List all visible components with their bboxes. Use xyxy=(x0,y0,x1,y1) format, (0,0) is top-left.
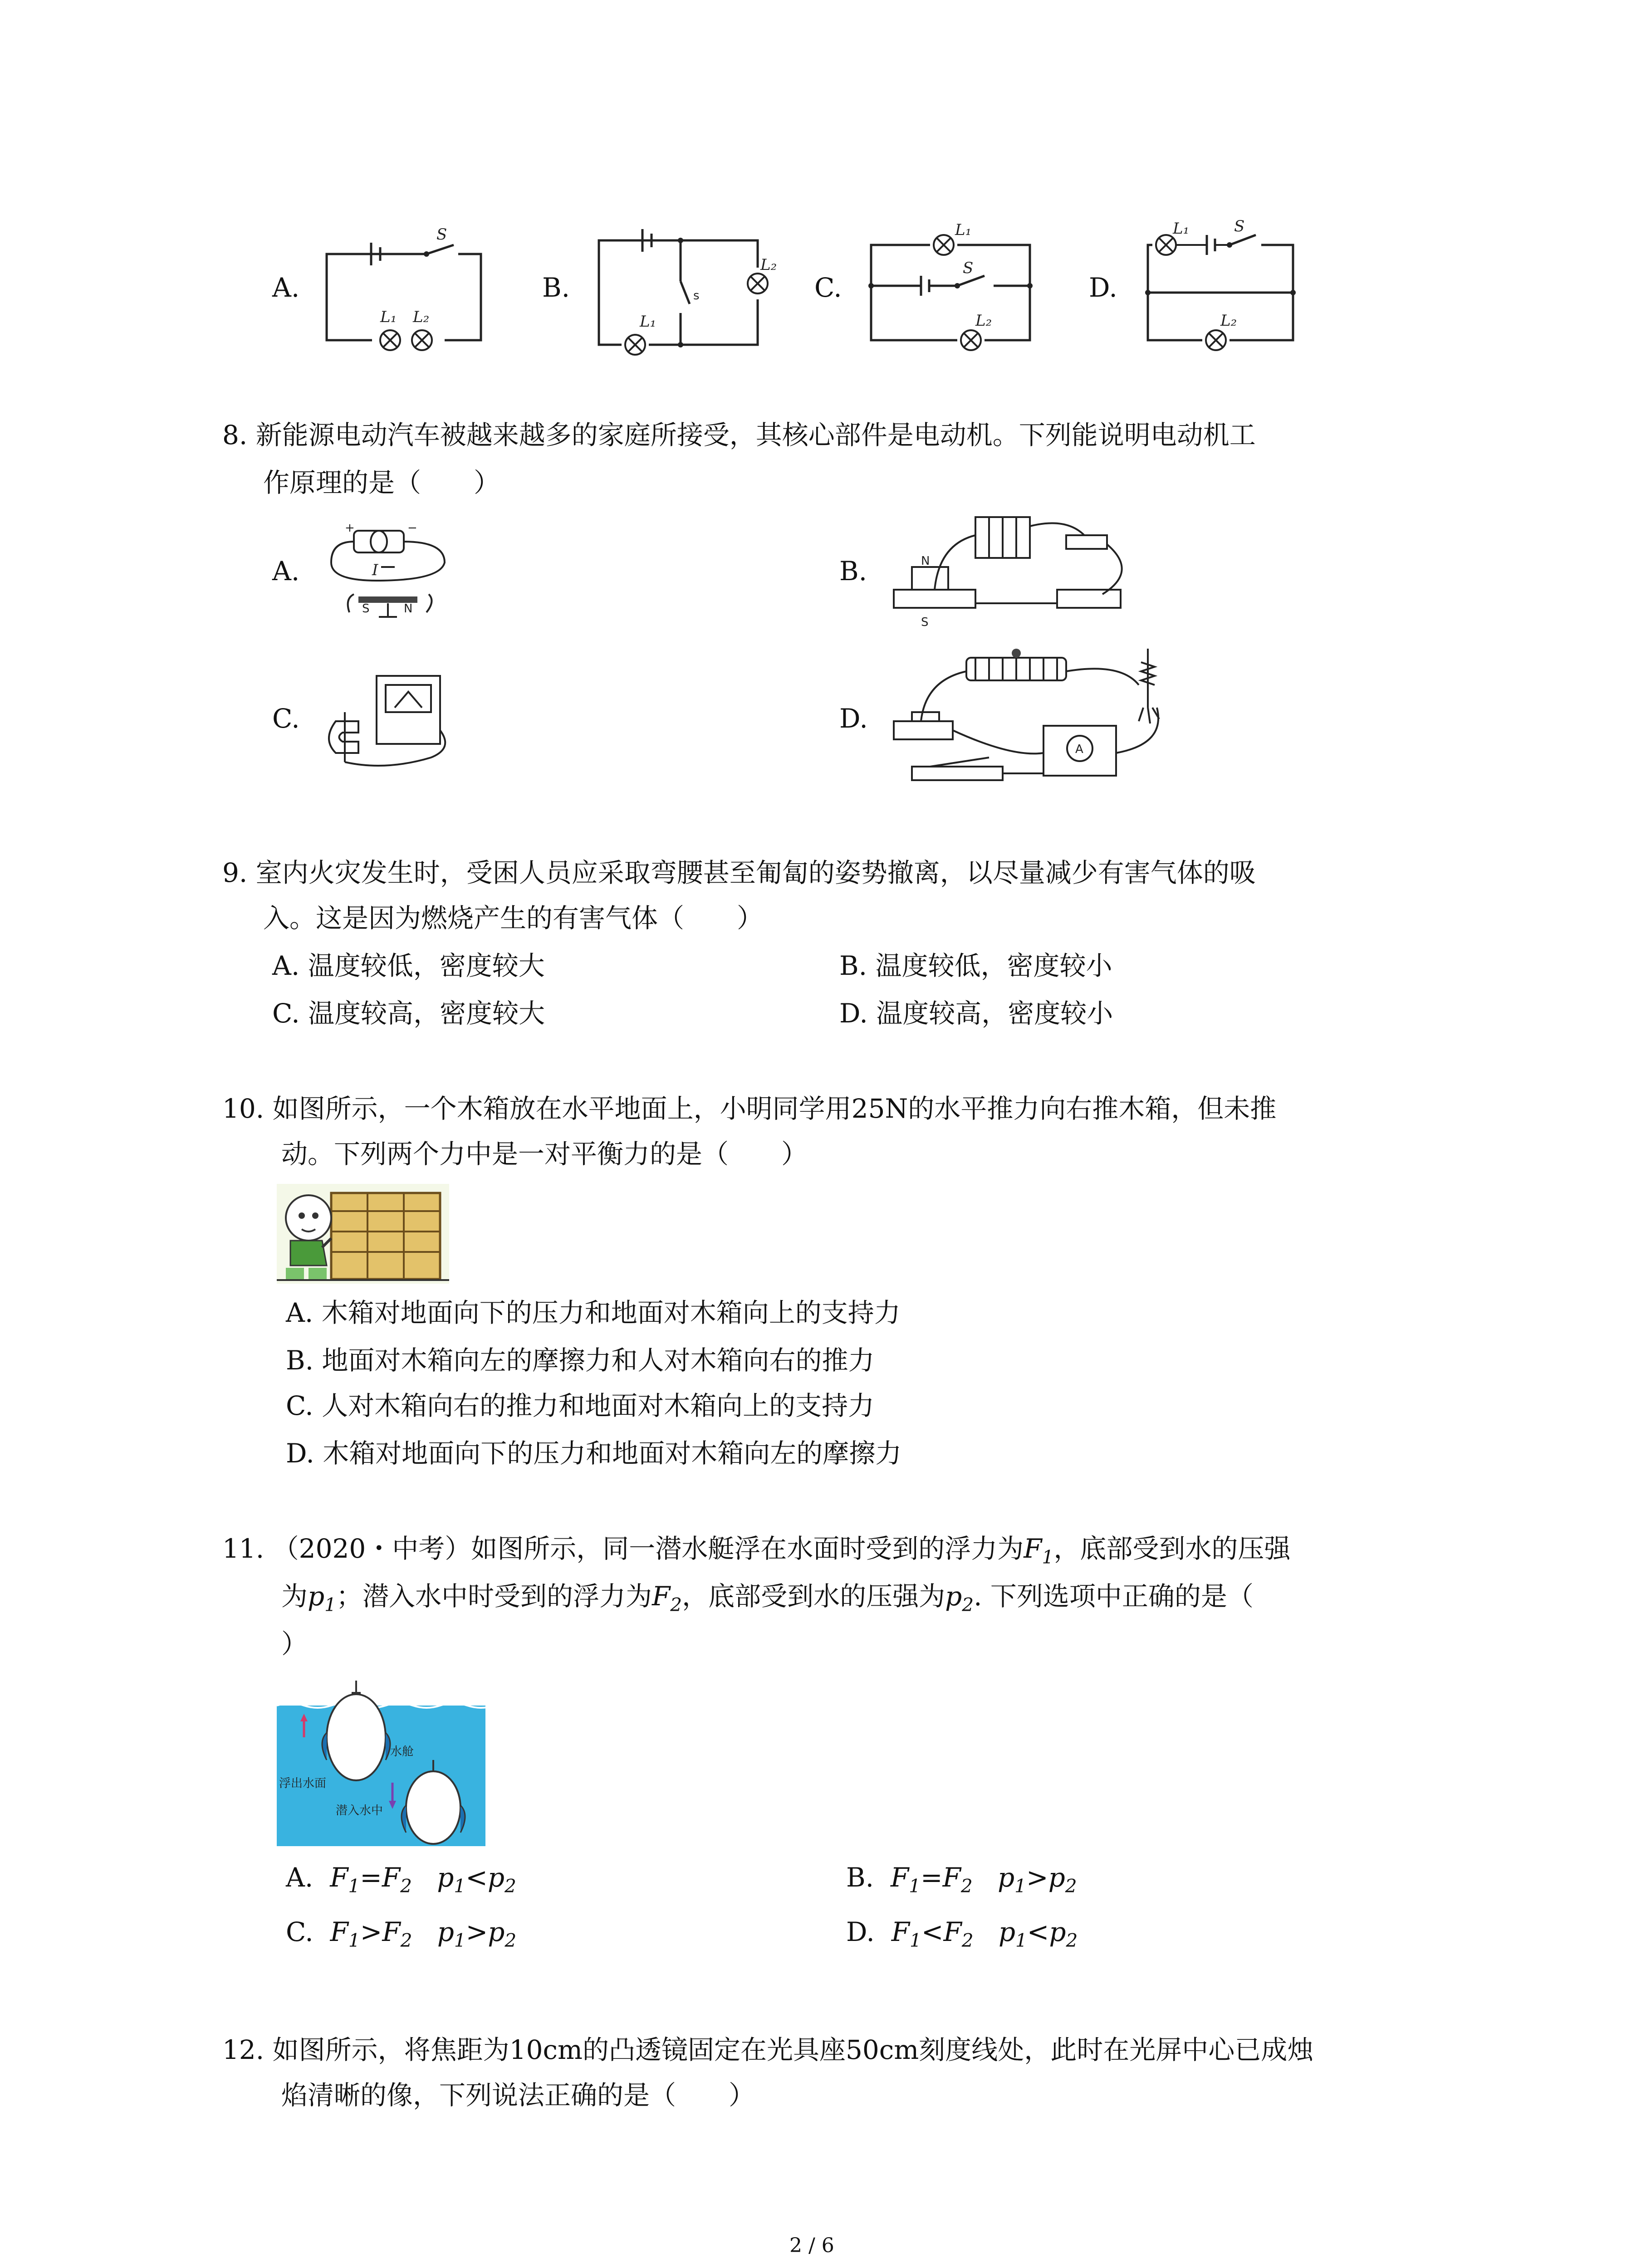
south-pole-label: S xyxy=(362,602,370,616)
plus-sign: + xyxy=(345,521,355,535)
q9-option-c[interactable]: C. 温度较高，密度较大 xyxy=(272,998,545,1029)
q9-stem-line1: 9. 室内火灾发生时，受困人员应采取弯腰甚至匍匐的姿势撤离，以尽量减少有害气体的吸 xyxy=(222,857,1256,888)
svg-text:L₁: L₁ xyxy=(1173,220,1190,238)
svg-text:L₁: L₁ xyxy=(380,308,397,326)
q8-option-d-label: D. xyxy=(839,703,868,734)
svg-text:N: N xyxy=(921,554,930,568)
q10-figure-box-push xyxy=(277,1184,449,1284)
q11-option-a[interactable]: A. $F_1=F_2$ $p_1<p_2$ xyxy=(286,1862,516,1897)
q8-figure-c xyxy=(318,667,454,771)
q12-stem-line1: 12. 如图所示，将焦距为10cm的凸透镜固定在光具座50cm刻度线处，此时在光屏中心已成烛 xyxy=(222,2034,1314,2065)
q7-circuit-c xyxy=(862,222,1043,358)
var-f1: $F_1$ xyxy=(1024,1533,1054,1568)
q7-option-b-label: B. xyxy=(542,272,570,303)
q7-circuit-d xyxy=(1139,218,1320,358)
q11-stem-part: 11. （2020・中考）如图所示，同一潜水艇浮在水面时受到的浮力为 xyxy=(222,1533,1024,1564)
q11-stem-part: ，底部受到水的压强为 xyxy=(682,1581,945,1612)
dive-label: 潜入水中 xyxy=(336,1804,383,1818)
svg-text:S: S xyxy=(436,225,447,244)
page-number: 2 / 6 xyxy=(789,2234,834,2257)
q9-stem-line2: 入。这是因为燃烧产生的有害气体（ ） xyxy=(263,903,764,934)
q10-option-b[interactable]: B. 地面对木箱向左的摩擦力和人对木箱向右的推力 xyxy=(286,1345,875,1376)
q7-option-c-label: C. xyxy=(814,272,842,303)
q11-option-b[interactable]: B. $F_1=F_2$ $p_1>p_2$ xyxy=(846,1862,1077,1897)
svg-text:S: S xyxy=(1234,217,1245,235)
q8-figure-b xyxy=(885,508,1139,644)
q7-circuit-a xyxy=(318,227,490,354)
var-f2: $F_2$ xyxy=(652,1581,682,1616)
q10-option-d[interactable]: D. 木箱对地面向下的压力和地面对木箱向左的摩擦力 xyxy=(286,1438,902,1469)
q9-option-b[interactable]: B. 温度较低，密度较小 xyxy=(839,950,1112,981)
svg-text:S: S xyxy=(963,259,974,277)
q10-option-a[interactable]: A. 木箱对地面向下的压力和地面对木箱向上的支持力 xyxy=(286,1297,901,1328)
float-label: 浮出水面 xyxy=(279,1777,327,1790)
q8-option-b-label: B. xyxy=(839,556,867,587)
q9-option-a[interactable]: A. 温度较低，密度较大 xyxy=(272,950,545,981)
q11-option-d[interactable]: D. $F_1<F_2$ $p_1<p_2$ xyxy=(846,1916,1078,1951)
q8-option-c-label: C. xyxy=(272,703,300,734)
svg-text:L₂: L₂ xyxy=(413,308,430,326)
svg-text:L₁: L₁ xyxy=(640,313,656,331)
svg-text:L₂: L₂ xyxy=(760,256,777,274)
var-p1: $p_1$ xyxy=(308,1581,336,1616)
q11-figure-submarine xyxy=(277,1678,485,1846)
q7-circuit-b xyxy=(590,222,777,358)
q8-figure-d xyxy=(885,644,1184,798)
q11-stem-line2 xyxy=(281,1581,1254,1616)
svg-text:L₁: L₁ xyxy=(955,221,972,239)
q11-stem-line1 xyxy=(222,1533,1290,1568)
q9-option-d[interactable]: D. 温度较高，密度较小 xyxy=(839,998,1113,1029)
q8-figure-a xyxy=(327,522,454,626)
q11-option-c[interactable]: C. $F_1>F_2$ $p_1>p_2$ xyxy=(286,1916,517,1951)
q7-option-a-label: A. xyxy=(272,272,300,303)
q10-option-c[interactable]: C. 人对木箱向右的推力和地面对木箱向上的支持力 xyxy=(286,1390,875,1421)
q11-stem-part: ；潜入水中时受到的浮力为 xyxy=(336,1581,652,1612)
tank-label: 水舱 xyxy=(390,1745,414,1759)
q10-stem-line2: 动。下列两个力中是一对平衡力的是（ ） xyxy=(281,1139,808,1169)
north-pole-label: N xyxy=(404,602,413,616)
q8-stem-line1: 8. 新能源电动汽车被越来越多的家庭所接受，其核心部件是电动机。下列能说明电动机工 xyxy=(222,420,1256,450)
svg-text:L₂: L₂ xyxy=(1220,312,1237,330)
var-p2: $p_2$ xyxy=(945,1581,974,1616)
current-symbol: I xyxy=(372,561,378,579)
q11-stem-part: . 下列选项中正确的是（ xyxy=(974,1581,1254,1612)
q11-stem-line3: ） xyxy=(281,1628,308,1659)
q8-stem-line2: 作原理的是（ ） xyxy=(263,467,500,498)
svg-text:A: A xyxy=(1075,743,1083,756)
svg-text:S: S xyxy=(921,616,929,629)
q10-stem-line1: 10. 如图所示，一个木箱放在水平地面上，小明同学用25N的水平推力向右推木箱，但未推 xyxy=(222,1093,1277,1124)
minus-sign: − xyxy=(407,521,417,535)
q7-option-d-label: D. xyxy=(1089,272,1117,303)
svg-text:L₂: L₂ xyxy=(975,312,992,330)
svg-text:s: s xyxy=(693,289,700,303)
q11-stem-part: ，底部受到水的压强 xyxy=(1053,1533,1291,1564)
q12-stem-line2: 焰清晰的像，下列说法正确的是（ ） xyxy=(281,2080,755,2111)
q8-option-a-label: A. xyxy=(272,556,300,587)
q11-stem-part: 为 xyxy=(281,1581,308,1612)
